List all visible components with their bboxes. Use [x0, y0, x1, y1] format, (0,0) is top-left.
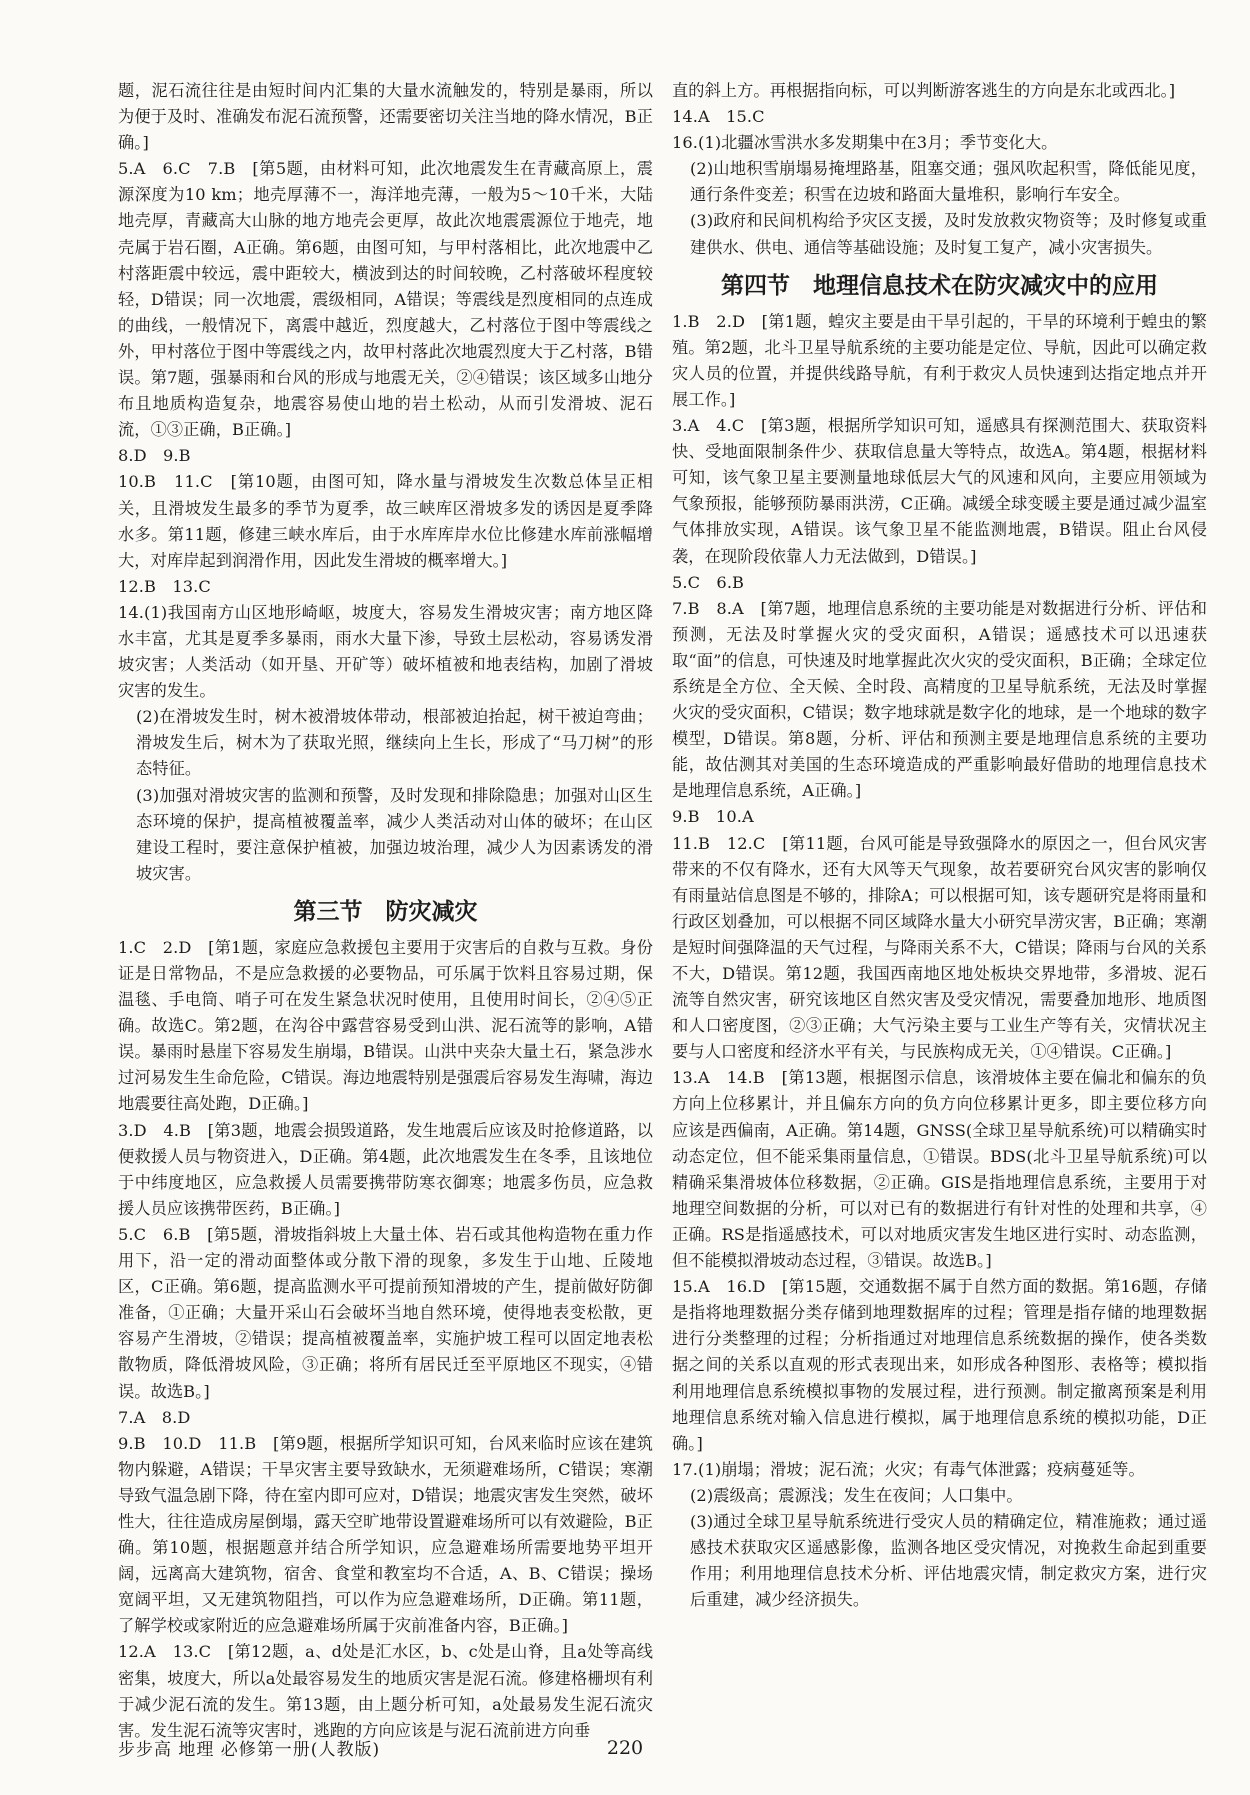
answer-paragraph: 7.B 8.A [第7题，地理信息系统的主要功能是对数据进行分析、评估和预测，无法及时掌握火灾的受灾面积，A错误；遥感技术可以迅速获取“面”的信息，可快速及时地掌握此次火灾的受灾面积，B正确；全球定位系统是全方位、全天候、全时段、高精度的卫星导航系统，无法及时掌握火灾的受灾面积，C错误；数字地球就是数字化的地球，是一个地球的数字模型，D错误。第8题，分析、评估和预测主要是地理信息系统的主要功能，故估测其对美国的生态环境造成的严重影响最好借助的地理信息技术是地理信息系统，A正确。]	[672, 598, 1207, 801]
section-heading: 第三节 防灾减灾	[293, 898, 478, 925]
answer-paragraph: 12.A 13.C [第12题，a、d处是汇水区，b、c处是山脊，且a处等高线密集，坡度大，所以a处最容易发生的地质灾害是泥石流。修建格栅坝有利于减少泥石流的发生。第13题，由上题分析可知，a处最易发生泥石流灾害。发生泥石流等灾害时，逃跑的方向应该是与泥石流前进方向垂	[118, 1642, 653, 1740]
answer-paragraph: 题，泥石流往往是由短时间内汇集的大量水流触发的，特别是暴雨，所以为便于及时、准确发布泥石流预警，还需要密切关注当地的降水情况，B正确。]	[118, 81, 653, 153]
answer-paragraph: 15.A 16.D [第15题，交通数据不属于自然方面的数据。第16题，存储是指将地理数据分类存储到地理数据库的过程；管理是指存储的地理数据进行分类整理的过程；分析指通过对地理信息系统数据的操作，使各类数据之间的关系以直观的形式表现出来，如形成各种图形、表格等；模拟指利用地理信息系统模拟事物的发展过程，进行预测。制定撤离预案是利用地理信息系统对输入信息进行模拟，属于地理信息系统的模拟功能，D正确。]	[672, 1277, 1207, 1453]
answer-paragraph: 9.B 10.A	[672, 807, 754, 827]
answer-paragraph: 17.(1)崩塌；滑坡；泥石流；火灾；有毒气体泄露；疫病蔓延等。	[672, 1459, 1145, 1479]
answer-subparagraph: (2)在滑坡发生时，树木被滑坡体带动，根部被迫抬起，树干被迫弯曲；滑坡发生后，树木为了获取光照，继续向上生长，形成了“马刀树”的形态特征。	[136, 707, 653, 779]
answer-paragraph: 13.A 14.B [第13题，根据图示信息，该滑坡体主要在偏北和偏东的负方向上位移累计，并且偏东方向的负方向位移累计更多，即主要位移方向应该是西偏南，A正确。第14题，GNSS(全球卫星导航系统)可以精确实时动态定位，但不能采集雨量信息，①错误。BDS(北斗卫星导航系统)可以精确采集滑坡体位移数据，②正确。GIS是指地理信息系统，主要用于对地理空间数据的分析，可以对已有的数据进行有针对性的处理和共享，④正确。RS是指遥感技术，可以对地质灾害发生地区进行实时、动态监测，但不能模拟滑坡动态过程，③错误。故选B。]	[672, 1068, 1207, 1271]
answer-paragraph: 10.B 11.C [第10题，由图可知，降水量与滑坡发生次数总体呈正相关，且滑坡发生最多的季节为夏季，故三峡库区滑坡多发的诱因是夏季降水多。第11题，修建三峡水库后，由于水库库岸水位比修建水库前涨幅增大，对库岸起到润滑作用，因此发生滑坡的概率增大。]	[118, 472, 653, 570]
answer-subparagraph: (2)震级高；震源浅；发生在夜间；人口集中。	[690, 1485, 1023, 1505]
answer-subparagraph: (3)政府和民间机构给予灾区支援，及时发放救灾物资等；及时修复或重建供水、供电、通信等基础设施；及时复工复产，减小灾害损失。	[690, 211, 1207, 257]
answer-paragraph: 12.B 13.C	[118, 576, 211, 596]
left-column	[118, 78, 653, 1744]
answer-paragraph: 1.B 2.D [第1题，蝗灾主要是由干旱引起的，干旱的环境利于蝗虫的繁殖。第2题，北斗卫星导航系统的主要功能是定位、导航，因此可以确定救灾人员的位置，并提供线路导航，有利于救灾人员快速到达指定地点并开展工作。]	[672, 311, 1207, 409]
answer-paragraph: 5.A 6.C 7.B [第5题，由材料可知，此次地震发生在青藏高原上，震源深度为10 km；地壳厚薄不一，海洋地壳薄，一般为5～10千米，大陆地壳厚，青藏高大山脉的地方地壳会更厚，故此次地震震源位于地壳，地壳属于岩石圈，A正确。第6题，由图可知，与甲村落相比，此次地震中乙村落距震中较远，震中距较大，横波到达的时间较晚，乙村落破坏程度较轻，D错误；同一次地震，震级相同，A错误；等震线是烈度相同的点连成的曲线，一般情况下，离震中越近，烈度越大，乙村落位于图中等震线之外，甲村落位于图中等震线之内，故甲村落此次地震烈度大于乙村落，B错误。第7题，强暴雨和台风的形成与地震无关，②④错误；该区域多山地分布且地质构造复杂，地震容易使山地的岩土松动，从而引发滑坡、泥石流，①③正确，B正确。]	[118, 159, 653, 440]
answer-subparagraph: (3)通过全球卫星导航系统进行受灾人员的精确定位，精准施救；通过遥感技术获取灾区遥感影像，监测各地区受灾情况，对挽救生命起到重要作用；利用地理信息技术分析、评估地震灾情，制定救灾方案，进行灾后重建，减少经济损失。	[690, 1511, 1207, 1610]
answer-paragraph: 7.A 8.D	[118, 1407, 191, 1427]
answer-paragraph: 14.A 15.C	[672, 107, 765, 127]
answer-paragraph: 直的斜上方。再根据指向标，可以判断游客逃生的方向是东北或西北。]	[672, 81, 1176, 100]
book-title: 步步高 地理 必修第一册(人教版)	[118, 1740, 381, 1760]
page-number: 220	[606, 1737, 644, 1759]
answer-paragraph: 14.(1)我国南方山区地形崎岖，坡度大，容易发生滑坡灾害；南方地区降水丰富，尤其是夏季多暴雨，雨水大量下渗，导致土层松动，容易诱发滑坡灾害；人类活动（如开垦、开矿等）破坏植被和地表结构，加剧了滑坡灾害的发生。	[118, 602, 653, 701]
answer-paragraph: 3.A 4.C [第3题，根据所学知识可知，遥感具有探测范围大、获取资料快、受地面限制条件少、获取信息量大等特点，故选A。第4题，根据材料可知，该气象卫星主要测量地球低层大气的风速和风向，主要应用领域为气象预报，能够预防暴雨洪涝，C正确。减缓全球变暖主要是通过减少温室气体排放实现，A错误。该气象卫星不能监测地震，B错误。阻止台风侵袭，在现阶段依靠人力无法做到，D错误。]	[672, 416, 1207, 566]
section-heading: 第四节 地理信息技术在防灾减灾中的应用	[721, 272, 1158, 299]
answer-paragraph: 1.C 2.D [第1题，家庭应急救援包主要用于灾害后的自救与互救。身份证是日常物品，不是应急救援的必要物品，可乐属于饮料且容易过期，保温毯、手电筒、哨子可在发生紧急状况时使用，且使用时间长，②④⑤正确。故选C。第2题，在沟谷中露营容易受到山洪、泥石流等的影响，A错误。暴雨时悬崖下容易发生崩塌，B错误。山洪中夹杂大量土石，紧急涉水过河易发生生命危险，C错误。海边地震特别是强震后容易发生海啸，海边地震要往高处跑，D正确。]	[118, 937, 653, 1114]
answer-paragraph: 11.B 12.C [第11题，台风可能是导致强降水的原因之一，但台风灾害带来的不仅有降水，还有大风等天气现象，故若要研究台风灾害的影响仅有雨量站信息图是不够的，排除A；可以根据可知，该专题研究是将雨量和行政区划叠加，可以根据不同区域降水量大小研究旱涝灾害，B正确；寒潮是短时间强降温的天气过程，与降雨关系不大，C错误；降雨与台风的关系不大，D错误。第12题，我国西南地区地处板块交界地带，多滑坡、泥石流等自然灾害，研究该地区自然灾害及受灾情况，需要叠加地形、地质图和人口密度图，②③正确；大气污染主要与工业生产等有关，灾情状况主要与人口密度和经济水平有关，与民族构成无关，①④错误。C正确。]	[672, 833, 1207, 1062]
answer-subparagraph: (3)加强对滑坡灾害的监测和预警，及时发现和排除隐患；加强对山区生态环境的保护，提高植被覆盖率，减少人类活动对山体的破坏；在山区建设工程时，要注意保护植被，加强边坡治理，减少人为因素诱发的滑坡灾害。	[136, 785, 653, 883]
answer-subparagraph: (2)山地积雪崩塌易掩埋路基，阻塞交通；强风吹起积雪，降低能见度，通行条件变差；积雪在边坡和路面大量堆积，影响行车安全。	[690, 159, 1207, 205]
answer-paragraph: 8.D 9.B	[118, 446, 191, 466]
answer-paragraph: 5.C 6.B [第5题，滑坡指斜坡上大量土体、岩石或其他构造物在重力作用下，沿一定的滑动面整体或分散下滑的现象，多发生于山地、丘陵地区，C正确。第6题，提高监测水平可提前预知滑坡的产生，提前做好防御准备，①正确；大量开采山石会破坏当地自然环境，使得地表变松散，更容易产生滑坡，②错误；提高植被覆盖率，实施护坡工程可以固定地表松散物质，降低滑坡风险，③正确；将所有居民迁至平原地区不现实，④错误。故选B。]	[118, 1224, 653, 1401]
answer-paragraph: 16.(1)北疆冰雪洪水多发期集中在3月；季节变化大。	[672, 133, 1058, 153]
answer-paragraph: 5.C 6.B	[672, 572, 745, 592]
answer-paragraph: 9.B 10.D 11.B [第9题，根据所学知识可知，台风来临时应该在建筑物内躲避，A错误；干旱灾害主要导致缺水，无须避难场所，C错误；寒潮导致气温急剧下降，待在室内即可应对，D错误；地震灾害发生突然，破坏性大，往往造成房屋倒塌，露天空旷地带设置避难场所可以有效避险，B正确。第10题，根据题意并结合所学知识，应急避难场所需要地势平坦开阔，远离高大建筑物，宿舍、食堂和教室均不合适，A、B、C错误；操场宽阔平坦，又无建筑物阻挡，可以作为应急避难场所，D正确。第11题，了解学校或家附近的应急避难场所属于灾前准备内容，B正确。]	[118, 1433, 653, 1636]
right-column	[672, 78, 1207, 1613]
answer-paragraph: 3.D 4.B [第3题，地震会损毁道路，发生地震后应该及时抢修道路，以便救援人员与物资进入，D正确。第4题，此次地震发生在冬季，且该地位于中纬度地区，应急救援人员需要携带防寒衣御寒；地震多伤员，应急救援人员应该携带医药，B正确。]	[118, 1120, 653, 1218]
